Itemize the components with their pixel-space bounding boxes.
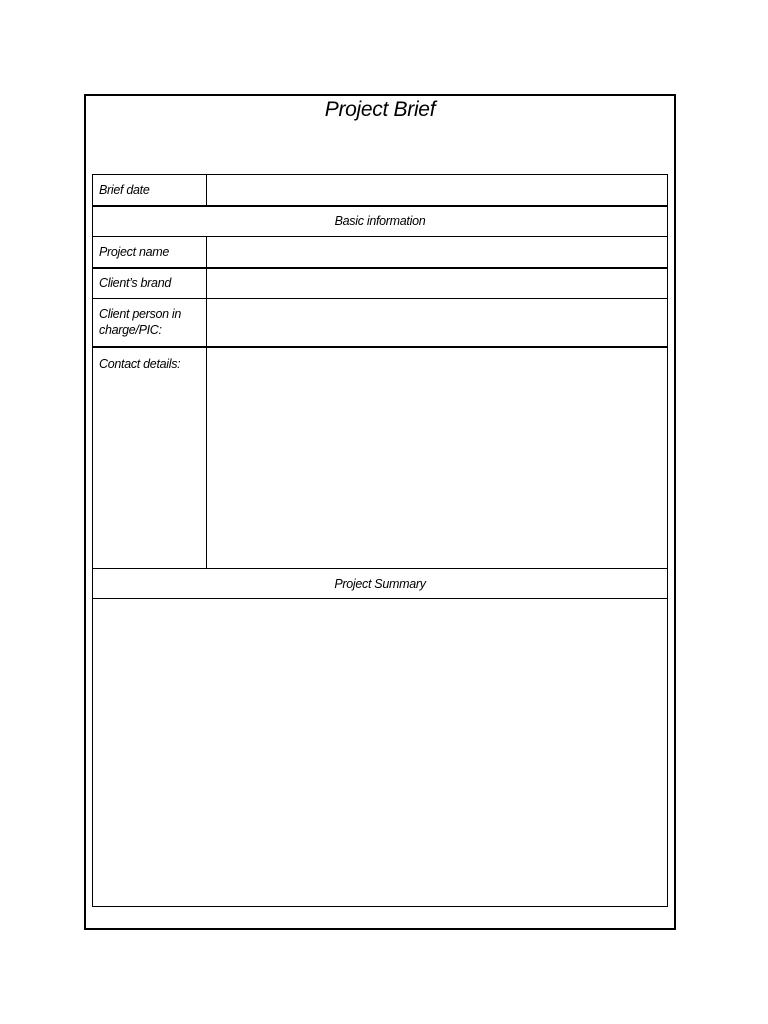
client-pic-label: Client person in charge/PIC: bbox=[93, 299, 207, 347]
project-name-row bbox=[93, 237, 668, 268]
project-brief-form bbox=[92, 174, 668, 907]
brief-date-label: Brief date bbox=[93, 175, 207, 206]
basic-information-heading: Basic information bbox=[93, 206, 668, 237]
contact-details-label: Contact details: bbox=[93, 347, 207, 569]
clients-brand-label: Client’s brand bbox=[93, 268, 207, 299]
project-name-field[interactable] bbox=[207, 237, 668, 268]
project-summary-row bbox=[93, 569, 668, 599]
brief-date-row bbox=[93, 175, 668, 206]
contact-details-field[interactable] bbox=[207, 347, 668, 569]
clients-brand-row bbox=[93, 268, 668, 299]
project-summary-heading: Project Summary bbox=[93, 569, 668, 599]
client-pic-field[interactable] bbox=[207, 299, 668, 347]
project-name-label: Project name bbox=[93, 237, 207, 268]
clients-brand-field[interactable] bbox=[207, 268, 668, 299]
contact-details-row bbox=[93, 347, 668, 569]
basic-information-row bbox=[93, 206, 668, 237]
client-pic-row bbox=[93, 299, 668, 347]
project-summary-body-row bbox=[93, 599, 668, 907]
document-title: Project Brief bbox=[324, 98, 436, 121]
brief-date-field[interactable] bbox=[207, 175, 668, 206]
project-summary-field[interactable] bbox=[93, 599, 668, 907]
